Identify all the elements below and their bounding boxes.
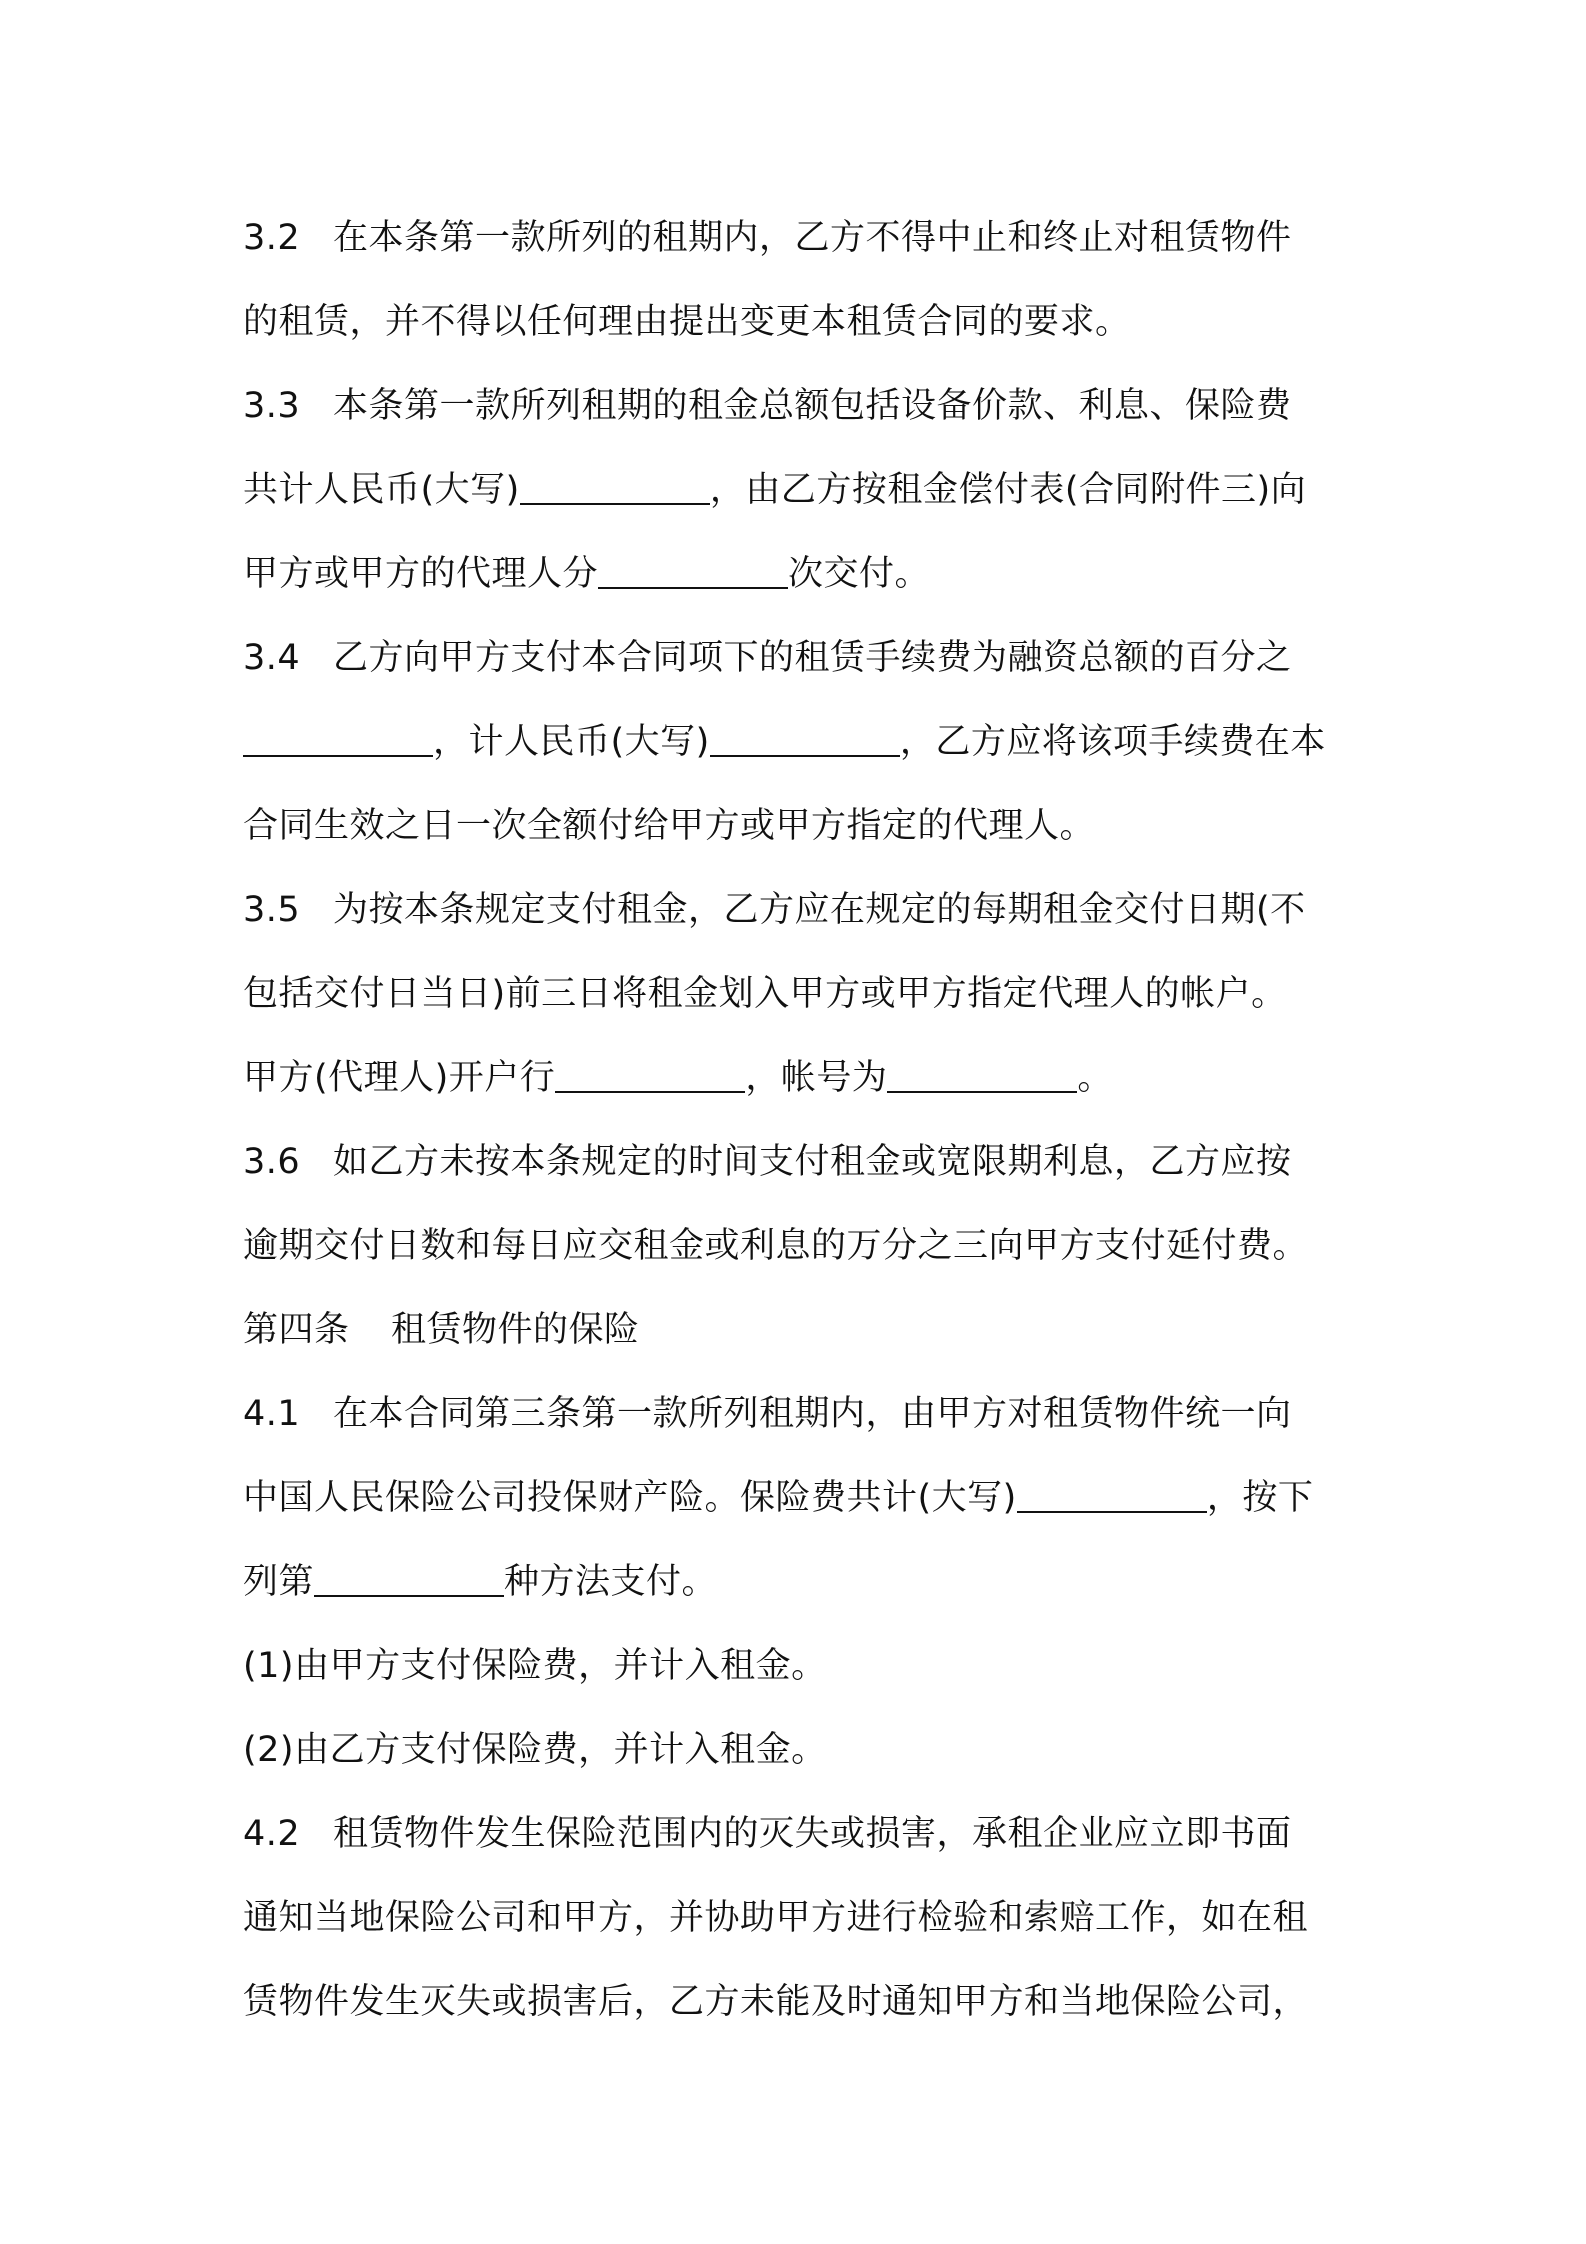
clause-text: 包括交付日当日)前三日将租金划入甲方或甲方指定代理人的帐户。 bbox=[243, 974, 1287, 1014]
text-line bbox=[243, 364, 1363, 448]
clause-text: 的租赁，并不得以任何理由提出变更本租赁合同的要求。 bbox=[243, 302, 1131, 342]
fill-in-blank[interactable] bbox=[710, 725, 900, 757]
clause-text: 次交付。 bbox=[788, 554, 931, 594]
clause-text: 在本条第一款所列的租期内，乙方不得中止和终止对租赁物件 bbox=[333, 218, 1292, 258]
text-line bbox=[243, 784, 1363, 868]
text-line bbox=[243, 1456, 1363, 1540]
clause-text: 通知当地保险公司和甲方，并协助甲方进行检验和索赔工作，如在租 bbox=[243, 1898, 1309, 1938]
text-line bbox=[243, 868, 1363, 952]
article-title: 租赁物件的保险 bbox=[391, 1310, 640, 1350]
text-line bbox=[243, 1204, 1363, 1288]
fill-in-blank[interactable] bbox=[520, 473, 710, 505]
text-line bbox=[243, 196, 1363, 280]
text-line bbox=[243, 1960, 1363, 2044]
clause-number: 4.2 bbox=[243, 1814, 301, 1854]
text-line bbox=[243, 1876, 1363, 1960]
text-line bbox=[243, 280, 1363, 364]
text-line bbox=[243, 532, 1363, 616]
text-line bbox=[243, 1708, 1363, 1792]
text-line bbox=[243, 1540, 1363, 1624]
clause-text: ，帐号为 bbox=[745, 1058, 888, 1098]
clause-number: 3.4 bbox=[243, 638, 301, 678]
text-line bbox=[243, 700, 1363, 784]
fill-in-blank[interactable] bbox=[314, 1565, 504, 1597]
clause-text: 。 bbox=[1077, 1058, 1113, 1098]
clause-number: 3.5 bbox=[243, 890, 301, 930]
clause-text: ，乙方应将该项手续费在本 bbox=[899, 722, 1326, 762]
clause-number: 3.2 bbox=[243, 218, 301, 258]
clause-text: (2)由乙方支付保险费，并计入租金。 bbox=[243, 1730, 827, 1770]
fill-in-blank[interactable] bbox=[555, 1061, 745, 1093]
clause-number: 4.1 bbox=[243, 1394, 301, 1434]
fill-in-blank[interactable] bbox=[243, 725, 433, 757]
clause-text: 如乙方未按本条规定的时间支付租金或宽限期利息，乙方应按 bbox=[333, 1142, 1292, 1182]
clause-text: 为按本条规定支付租金，乙方应在规定的每期租金交付日期(不 bbox=[333, 890, 1306, 930]
clause-text: 甲方或甲方的代理人分 bbox=[243, 554, 599, 594]
text-line bbox=[243, 1372, 1363, 1456]
fill-in-blank[interactable] bbox=[887, 1061, 1077, 1093]
clause-number: 3.3 bbox=[243, 386, 301, 426]
clause-text: 乙方向甲方支付本合同项下的租赁手续费为融资总额的百分之 bbox=[333, 638, 1292, 678]
clause-text: 合同生效之日一次全额付给甲方或甲方指定的代理人。 bbox=[243, 806, 1096, 846]
article-number: 第四条 bbox=[243, 1310, 350, 1350]
clause-text: ，按下 bbox=[1206, 1478, 1314, 1518]
text-line bbox=[243, 1792, 1363, 1876]
clause-text: 租赁物件发生保险范围内的灭失或损害，承租企业应立即书面 bbox=[333, 1814, 1292, 1854]
clause-number: 3.6 bbox=[243, 1142, 301, 1182]
clause-text: 中国人民保险公司投保财产险。保险费共计(大写) bbox=[243, 1478, 1017, 1518]
text-line bbox=[243, 952, 1363, 1036]
text-line bbox=[243, 448, 1363, 532]
clause-text: 甲方(代理人)开户行 bbox=[243, 1058, 556, 1098]
clause-text: 列第 bbox=[243, 1562, 315, 1602]
clause-text: 共计人民币(大写) bbox=[243, 470, 520, 510]
clause-text: 种方法支付。 bbox=[504, 1562, 718, 1602]
fill-in-blank[interactable] bbox=[1017, 1481, 1207, 1513]
clause-text: 逾期交付日数和每日应交租金或利息的万分之三向甲方支付延付费。 bbox=[243, 1226, 1309, 1266]
clause-text: 赁物件发生灭失或损害后，乙方未能及时通知甲方和当地保险公司， bbox=[243, 1982, 1309, 2022]
fill-in-blank[interactable] bbox=[598, 557, 788, 589]
clause-text: ，计人民币(大写) bbox=[433, 722, 710, 762]
text-line bbox=[243, 616, 1363, 700]
clause-text: (1)由甲方支付保险费，并计入租金。 bbox=[243, 1646, 827, 1686]
text-line bbox=[243, 1624, 1363, 1708]
clause-text: 本条第一款所列租期的租金总额包括设备价款、利息、保险费 bbox=[333, 386, 1292, 426]
text-line bbox=[243, 1036, 1363, 1120]
text-line bbox=[243, 1120, 1363, 1204]
article-heading bbox=[243, 1288, 1363, 1372]
clause-text: ，由乙方按租金偿付表(合同附件三)向 bbox=[709, 470, 1307, 510]
contract-text bbox=[243, 196, 1363, 2044]
clause-text: 在本合同第三条第一款所列租期内，由甲方对租赁物件统一向 bbox=[333, 1394, 1292, 1434]
